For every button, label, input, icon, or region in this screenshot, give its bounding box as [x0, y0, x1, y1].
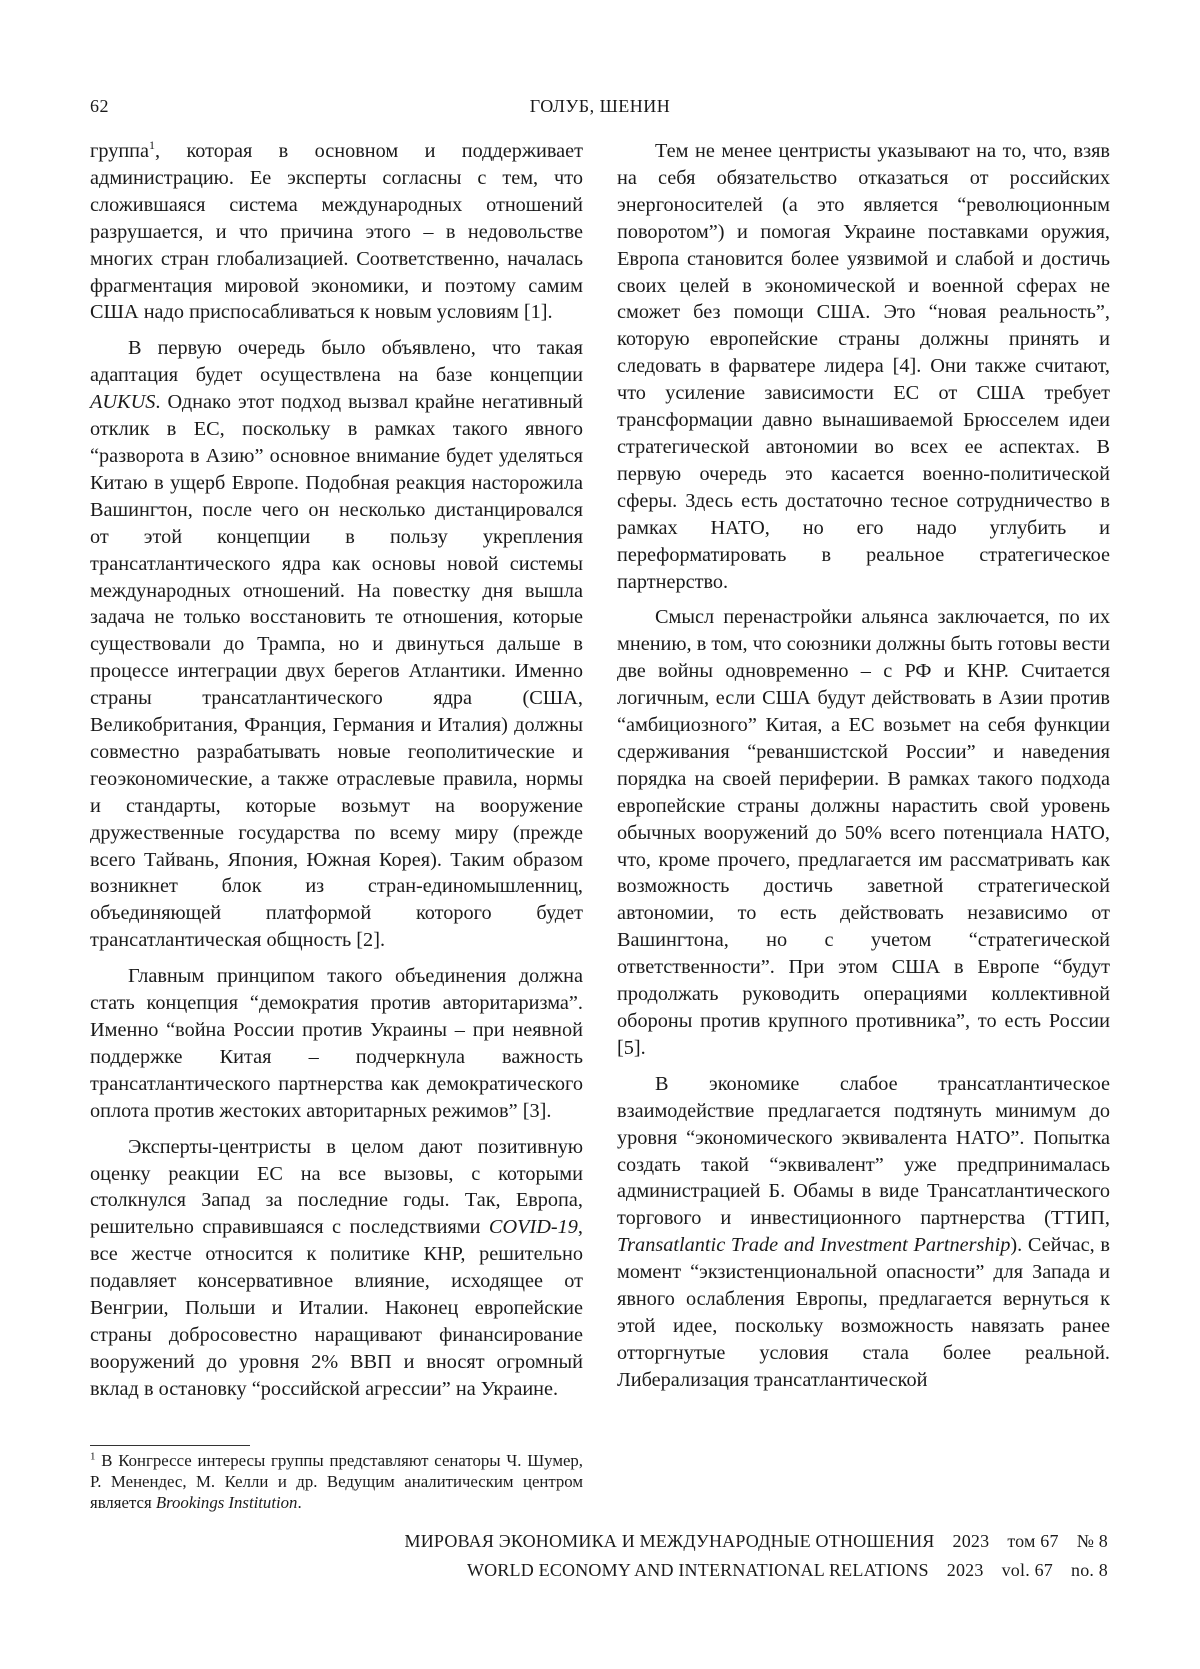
journal-volume-ru: том 67: [1007, 1531, 1059, 1551]
paragraph: Эксперты-центристы в целом дают позитивную оценку реакции ЕС на все вызовы, с которыми столкнулся Запад за последние годы. Так, Европа, решительно справившаяся с последствиями COVID-19, все жестче относится к политике КНР, решительно подавляет консервативное влияние, исходящее от Венгрии, Польши и Италии. Наконец европейские страны добросовестно наращивают финансирование вооружений до уровня 2% ВВП и вносят огромный вклад в остановку “российской агрессии” на Украине.: [90, 1135, 583, 1400]
running-title: ГОЛУБ, ШЕНИН: [529, 96, 671, 116]
paragraph: В экономике слабое трансатлантическое взаимодействие предлагается подтянуть минимум до уровня “экономического эквивалента НАТО”. Попытка создать такой “эквивалент” уже предпринималась администрацией Б. Обамы в виде Трансатлантического торгового и инвестиционного партнерства (ТТИП, Transatlantic Trade and Investment Partnership). Сейчас, в момент “экзистенциональной опасности” для Запада и явного ослабления Европы, предлагается вернуться к этой идее, поскольку возможность навязать ранее отторгнутые условия стала более реальной. Либерализация трансатлантической: [617, 1072, 1110, 1391]
journal-title-en: WORLD ECONOMY AND INTERNATIONAL RELATIONS: [466, 1560, 929, 1580]
left-column: [90, 138, 583, 1412]
footnote-marker: 1: [90, 1450, 96, 1463]
journal-year-en: 2023: [946, 1560, 984, 1580]
paragraph: Тем не менее центристы указывают на то, что, взяв на себя обязательство отказаться от российских энергоносителей (а это является “революционным поворотом”) и помогая Украине поставками оружия, Европа становится более уязвимой и слабой и достичь своих целей в экономической и военной сферах не сможет без помощи США. Это “новая реальность”, которую европейские страны должны принять и следовать в фарватере лидера [4]. Они также считают, что усиление зависимости ЕС от США требует трансформации давно вынашиваемой Брюсселем идеи стратегической автономии во всех ее аспектах. В первую очередь это касается военно-политической сферы. Здесь есть достаточно тесное сотрудничество в рамках НАТО, но его надо углубить и переформатировать в реальное стратегическое партнерство.: [617, 140, 1110, 593]
paragraph: Смысл перенастройки альянса заключается, по их мнению, в том, что союзники должны быть готовы вести две войны одновременно – с РФ и КНР. Считается логичным, если США будут действовать в Азии против “амбициозного” Китая, а ЕС возьмет на себя функции сдерживания “реваншистской России” и наведения порядка на своей периферии. В рамках такого подхода европейские страны должны нарастить свой уровень обычных вооружений до 50% всего потенциала НАТО, что, кроме прочего, предлагается им рассматривать как возможность достичь заветной стратегической автономии, то есть действовать независимо от Вашингтона, но с учетом “стратегической ответственности”. При этом США в Европе “будут продолжать руководить операциями коллективной обороны против крупного противника”, то есть России [5].: [617, 606, 1110, 1059]
paragraph: группа$^1$, которая в основном и поддерживает администрацию. Ее эксперты согласны с тем, что сложившаяся система международных отношений разрушается, и что причина этого – в недовольстве многих стран глобализацией. Соответственно, началась фрагментация мировой экономики, и поэтому самим США надо приспосабливаться к новым условиям [1].: [90, 138, 583, 324]
journal-footer: [405, 1527, 1108, 1585]
footnote-divider: [90, 1445, 250, 1446]
journal-issue-ru: № 8: [1076, 1531, 1108, 1551]
paragraph: Главным принципом такого объединения должна стать концепция “демократия против авторитаризма”. Именно “война России против Украины – при неявной поддержке Китая – подчеркнула важность трансатлантического партнерства как демократического оплота против жестоких авторитарных режимов” [3].: [90, 965, 583, 1122]
journal-title-ru: МИРОВАЯ ЭКОНОМИКА И МЕЖДУНАРОДНЫЕ ОТНОШЕНИЯ: [404, 1531, 935, 1551]
journal-volume-en: vol. 67: [1001, 1560, 1053, 1580]
journal-year-ru: 2023: [952, 1531, 990, 1551]
footer-russian: [405, 1527, 1108, 1556]
footer-english: [405, 1556, 1108, 1585]
right-column: [617, 138, 1110, 1403]
footnote: $^1$ В Конгрессе интересы группы представляют сенаторы Ч. Шумер, Р. Менендес, М. Келли и др. Ведущим аналитическим центром является Brookings Institution.: [90, 1450, 583, 1512]
footnote-ref: 1: [149, 138, 156, 153]
page-number: 62: [90, 96, 109, 116]
paragraph: В первую очередь было объявлено, что такая адаптация будет осуществлена на базе концепции AUKUS. Однако этот подход вызвал крайне негативный отклик в ЕС, поскольку в рамках такого явного “разворота в Азию” основное внимание будет уделяться Китаю в ущерб Европе. Подобная реакция насторожила Вашингтон, после чего он несколько дистанцировался от этой концепции в пользу укрепления трансатлантического ядра как основы новой системы международных отношений. На повестку дня вышла задача не только восстановить те отношения, которые существовали до Трампа, но и двинуться дальше в процессе интеграции двух берегов Атлантики. Именно страны трансатлантического ядра (США, Великобритания, Франция, Германия и Италия) должны совместно разрабатывать новые геополитические и геоэкономические, а также отраслевые правила, нормы и стандарты, которые возьмут на вооружение дружественные государства по всему миру (прежде всего Тайвань, Япония, Южная Корея). Таким образом возникнет блок из стран-единомышленниц, объединяющей платформой которого будет трансатлантическая общность [2].: [90, 337, 583, 952]
journal-issue-en: no. 8: [1071, 1560, 1108, 1580]
running-head: [90, 96, 1110, 122]
